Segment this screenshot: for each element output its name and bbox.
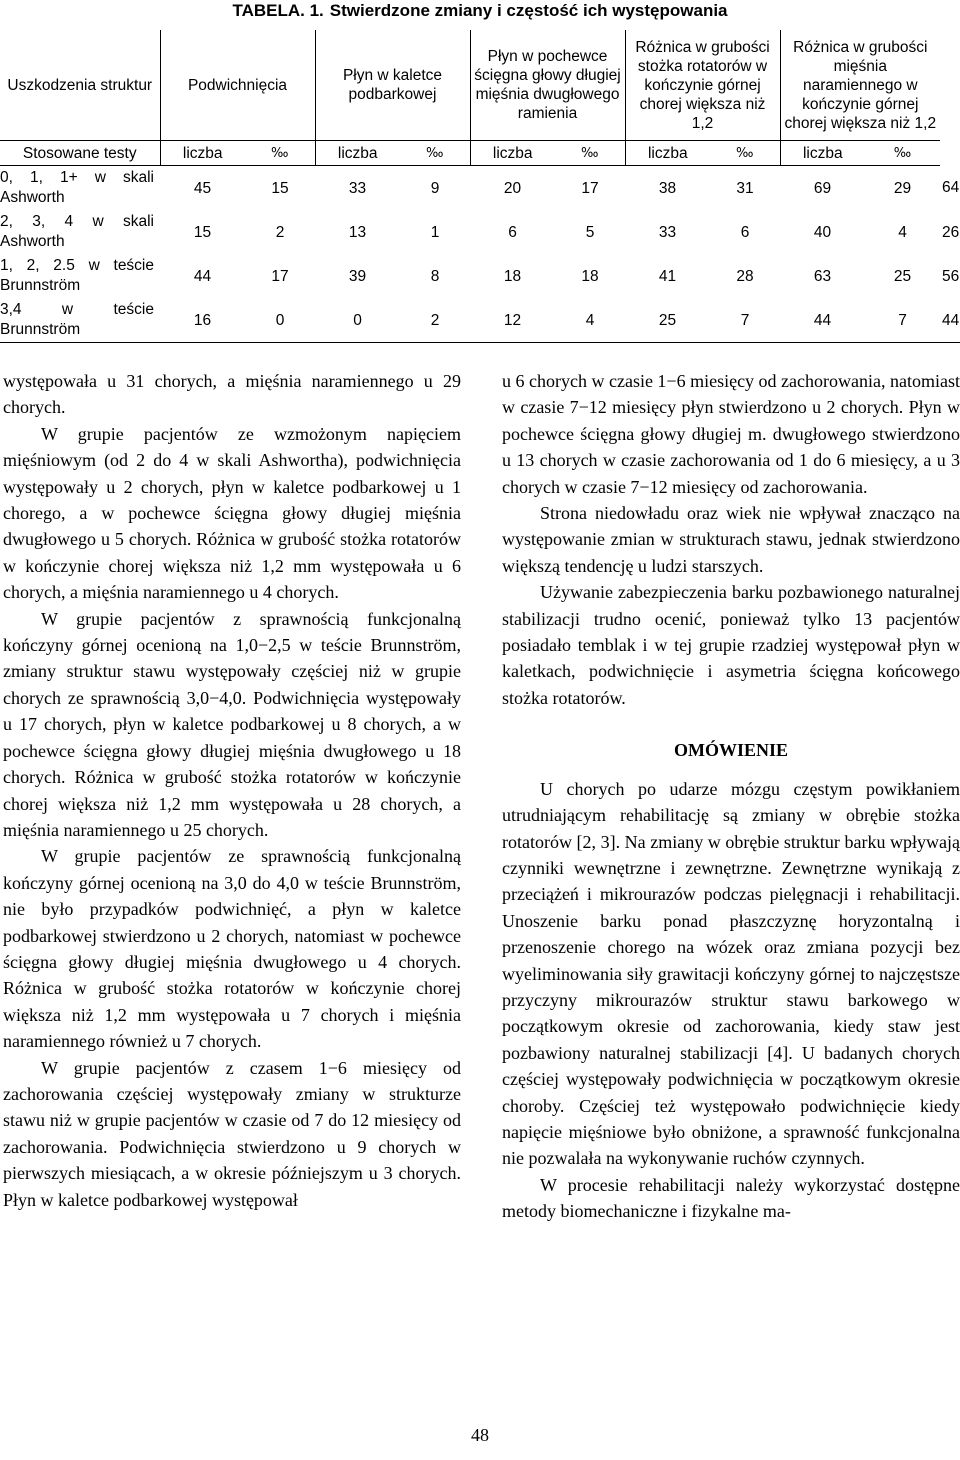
percent-icon: ‰ — [581, 146, 599, 161]
table-cell: 6 — [740, 223, 750, 241]
paragraph: W grupie pacjentów ze wzmożonym napięciem mięśniowym (od 2 do 4 w skali Ashwortha), podwichnięcia występowały u 2 chorych, płyn w kaletce podbarkowej u 1 chorego, a w pochewce ścięgna głowy długiej mięśnia dwugłowego u 5 chorych. Różnica w grubość stożka rotatorów w kończynie chorej większa niż 1,2 mm występowała u 6 chorych, a mięśnia naramiennego u 4 chorych. — [3, 423, 461, 603]
table-tests-row — [0, 141, 960, 166]
header-deltoid-difference: Różnica w grubości mięśnia naramiennego w kończynie górnej chorej większa niż 1,2 — [780, 30, 940, 141]
table-row — [0, 210, 960, 254]
count-header: liczba — [315, 141, 400, 166]
table-cell: 16 — [160, 298, 245, 343]
row-label: 3,4 w teście Brunnström — [0, 298, 160, 343]
results-table — [0, 30, 960, 343]
table-cell: 38 — [658, 179, 677, 197]
table-cell: 64 — [942, 179, 960, 197]
table-cell: 44 — [940, 298, 960, 343]
count-header: liczba — [160, 141, 245, 166]
table-cell: 18 — [503, 267, 522, 285]
table-row — [0, 298, 960, 343]
table-cell: 28 — [736, 267, 754, 285]
table-header-row — [0, 30, 960, 141]
paragraph: Strona niedowładu oraz wiek nie wpływał znacząco na występowanie zmian w strukturach stawu, jednak stwierdzono większą tendencję u ludzi starszych. — [502, 503, 960, 576]
table-cell: 5 — [585, 223, 595, 241]
table-cell: 31 — [736, 179, 754, 197]
table-cell: 17 — [271, 267, 289, 285]
table-cell: 7 — [710, 298, 780, 343]
header-bursa-fluid: Płyn w kaletce podbarkowej — [315, 30, 470, 141]
percent-header — [865, 141, 940, 166]
count-header: liczba — [470, 141, 555, 166]
table-cell: 40 — [813, 223, 832, 241]
table-cell: 44 — [780, 298, 865, 343]
table-cell: 44 — [193, 267, 212, 285]
table-cell: 2 — [275, 223, 285, 241]
row-label: 0, 1, 1+ w skali Ashworth — [0, 169, 154, 206]
table-cell: 7 — [865, 298, 940, 343]
table-number: TABELA. 1. — [232, 1, 324, 20]
table-cell: 29 — [893, 179, 912, 197]
table-cell: 12 — [470, 298, 555, 343]
table-cell: 69 — [813, 179, 832, 197]
paragraph: U chorych po udarze mózgu częstym powikłaniem utrudniającym rehabilitację są zmiany w obrębie stożka rotatorów [2, 3]. Na zmiany w obrębie struktur barku wpływają czynniki wewnętrzne i zewnętrzne. Zewnętrzne wynikają z przeciążeń i mikrourazów podczas pielęgnacji i rehabilitacji. Unoszenie barku ponad płaszczyznę horyzontalną i przenoszenie chorego na wózek oraz zmiana pozycji bez wyeliminowania siły grawitacji kończyny górnej to najczęstsze przyczyny mikrourazów struktur stawu barkowego w początkowym okresie od zachorowania, kiedy staw jest pozbawiony naturalnej stabilizacji [4]. U badanych chorych częściej występowały podwichnięcia w początkowym okresie choroby. Częściej też występowało podwichnięcie kiedy napięcie mięśniowe było obniżone, a sprawność funkcjonalna nie pozwalała na wykonywanie ruchów czynnych. — [502, 778, 960, 1169]
table-cell: 45 — [193, 179, 212, 197]
table-cell: 25 — [625, 298, 710, 343]
paragraph: u 6 chorych w czasie 1−6 miesięcy od zachorowania, natomiast w czasie 7−12 miesięcy płyn stwierdzono u 2 chorych. Płyn w pochewce ścięgna głowy długiej m. dwugłowego stwierdzono u 13 chorych w czasie zachorowania od 1 do 6 miesięcy, a u 3 chorych w czasie 7−12 miesięcy od zachorowania. — [502, 371, 960, 497]
table-cell: 18 — [581, 267, 599, 285]
table-cell: 0 — [245, 298, 315, 343]
page-number: 48 — [471, 1425, 489, 1445]
table-row — [0, 166, 960, 211]
table-cell: 4 — [898, 223, 907, 241]
count-header: liczba — [780, 141, 865, 166]
paragraph: W procesie rehabilitacji należy wykorzystać dostępne metody biomechaniczne i fizykalne ma- — [502, 1174, 960, 1222]
table-cell: 6 — [508, 223, 517, 241]
table-cell: 9 — [430, 179, 440, 197]
table-cell: 56 — [942, 267, 960, 285]
paragraph: W grupie pacjentów z czasem 1−6 miesięcy od zachorowania częściej występowały zmiany w strukturze stawu niż w grupie pacjentów w czasie od 7 do 12 miesięcy od zachorowania. Podwichnięcia stwierdzono u 9 chorych w pierwszych miesiącach, a w okresie późniejszym u 3 chorych. Płyn w kaletce podbarkowej występował — [3, 1057, 461, 1210]
header-rotator-cuff-difference: Różnica w grubości stożka rotatorów w kończynie górnej chorej większa niż 1,2 — [625, 30, 780, 141]
table-cell: 2 — [400, 298, 470, 343]
table-cell: 26 — [942, 223, 960, 241]
right-column — [502, 368, 960, 1225]
table-cell: 39 — [348, 267, 367, 285]
percent-icon: ‰ — [271, 146, 289, 161]
table-cell: 33 — [658, 223, 677, 241]
table-cell: 4 — [555, 298, 625, 343]
header-tendon-sheath-fluid: Płyn w pochewce ścięgna głowy długiej mięśnia dwugłowego ramienia — [470, 30, 625, 141]
header-subluxation: Podwichnięcia — [160, 30, 315, 141]
header-structure: Uszkodzenia struktur — [0, 30, 160, 141]
table-cell: 15 — [271, 179, 289, 197]
paragraph: Używanie zabezpieczenia barku pozbawionego naturalnej stabilizacji trudno ocenić, ponieważ tylko 13 pacjentów posiadało temblak i w tej grupie rzadziej występował płyn w kaletkach, podwichnięcie i asymetria ścięgna końcowego stożka rotatorów. — [502, 582, 960, 708]
percent-icon: ‰ — [426, 146, 444, 161]
section-heading: OMÓWIENIE — [673, 740, 788, 761]
left-column — [3, 368, 461, 1213]
table-cell: 15 — [193, 223, 212, 241]
tests-label: Stosowane testy — [0, 141, 160, 166]
row-label: 2, 3, 4 w skali Ashworth — [0, 213, 154, 250]
percent-header — [400, 141, 470, 166]
table-cell: 25 — [893, 267, 912, 285]
table-cell: 17 — [581, 179, 599, 197]
table-cell: 8 — [430, 267, 440, 285]
table-title — [0, 0, 960, 22]
percent-header — [710, 141, 780, 166]
table-cell: 20 — [503, 179, 522, 197]
percent-icon: ‰ — [893, 146, 912, 161]
table-cell: 41 — [658, 267, 677, 285]
paragraph: W grupie pacjentów ze sprawnością funkcjonalną kończyny górnej ocenioną na 3,0 do 4,0 w teście Brunnström, nie było przypadków podwichnięć, a płyn w kaletce podbarkowej stwierdzono u 2 chorych, natomiast w pochewce ścięgna głowy długiej mięśnia dwugłowego u 4 chorych. Różnica w grubość stożka rotatorów w kończynie chorej większa niż 1,2 mm występowała u 7 chorych i mięśnia naramiennego również u 7 chorych. — [3, 846, 461, 1052]
percent-header — [555, 141, 625, 166]
percent-icon: ‰ — [736, 146, 754, 161]
table-cell: 63 — [813, 267, 832, 285]
row-label: 1, 2, 2.5 w teście Brunnström — [0, 257, 154, 294]
paragraph: występowała u 31 chorych, a mięśnia naramiennego u 29 chorych. — [3, 371, 461, 418]
table-cell: 0 — [315, 298, 400, 343]
count-header: liczba — [625, 141, 710, 166]
table-cell: 13 — [348, 223, 367, 241]
percent-header — [245, 141, 315, 166]
table-cell: 1 — [430, 223, 440, 241]
table-row — [0, 254, 960, 298]
table-caption: Stwierdzone zmiany i częstość ich występowania — [329, 1, 728, 20]
table-cell: 33 — [348, 179, 367, 197]
paragraph: W grupie pacjentów z sprawnością funkcjonalną kończyny górnej ocenioną na 1,0−2,5 w teście Brunnström, zmiany struktur stawu występowały częściej niż w grupie chorych ze sprawnością 3,0−4,0. Podwichnięcia występowały u 17 chorych, płyn w kaletce podbarkowej u 8 chorych, a w pochewce ścięgna głowy długiej mięśnia dwugłowego u 18 chorych. Różnica w grubość stożka rotatorów w kończynie chorej większa niż 1,2 mm występowała u 28 chorych, a mięśnia naramiennego u 25 chorych. — [3, 608, 461, 840]
